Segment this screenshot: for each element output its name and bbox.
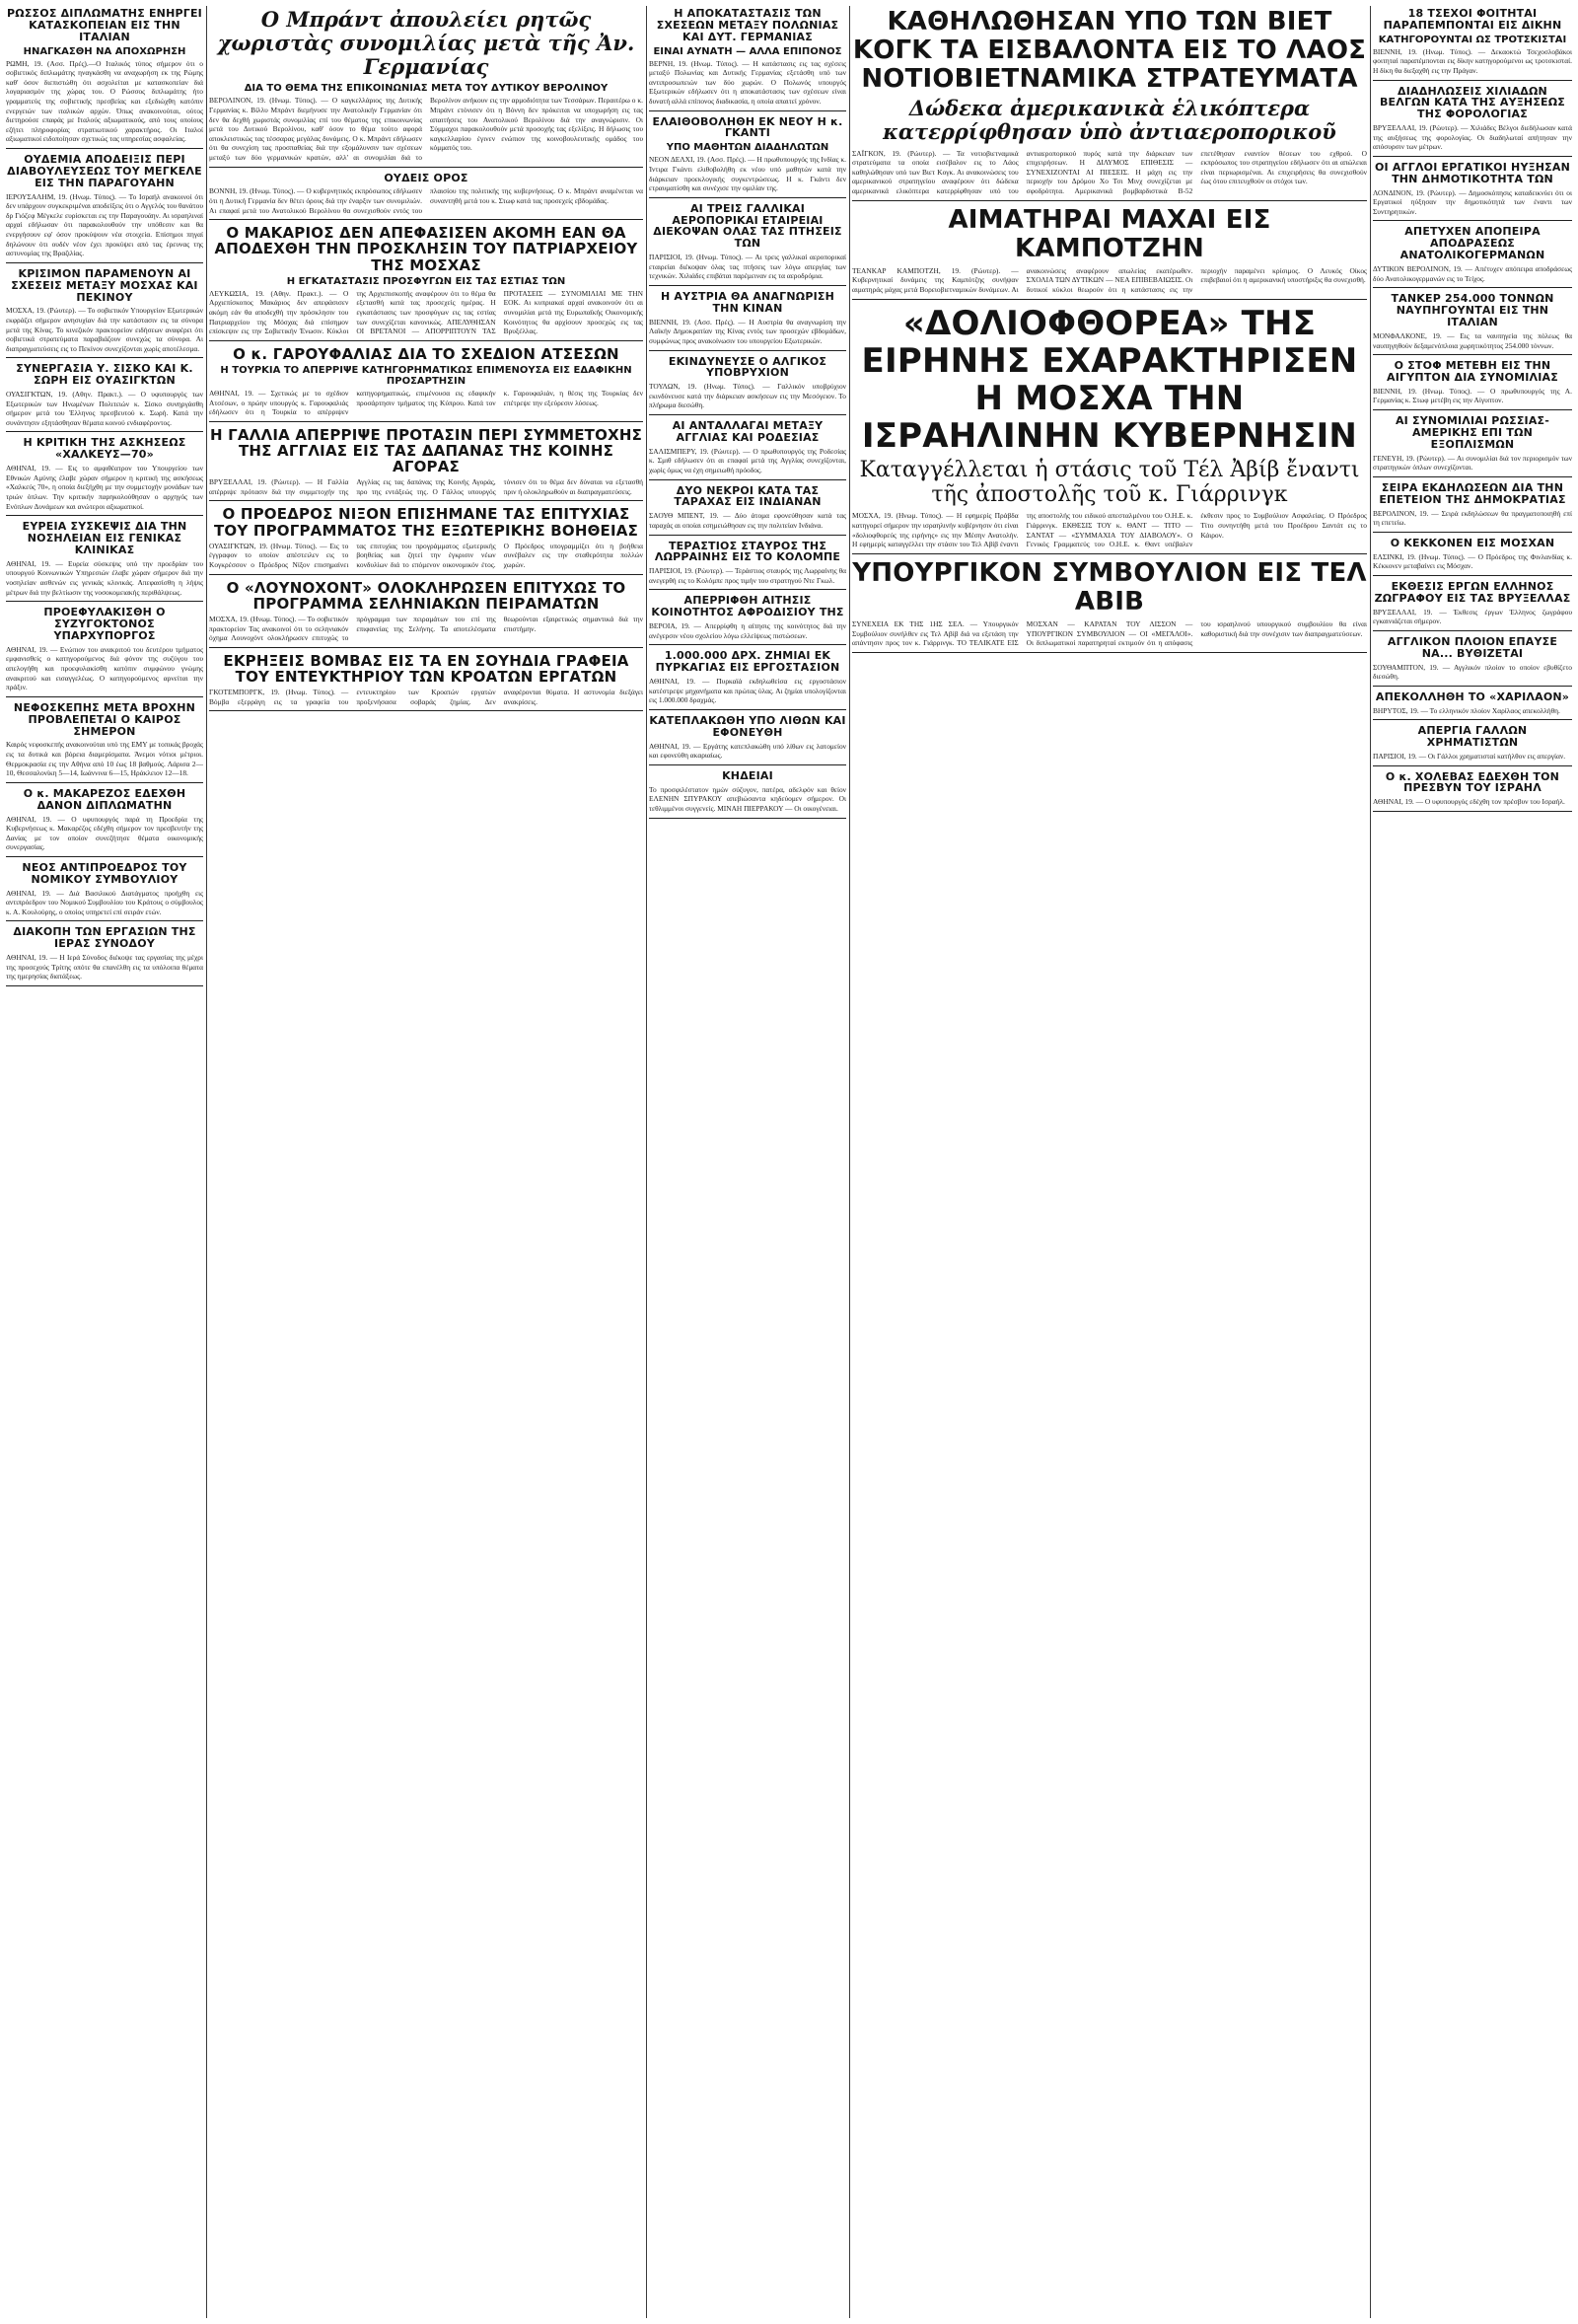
- column-rule: [646, 6, 647, 2318]
- headline: ΤΕΡΑΣΤΙΟΣ ΣΤΑΥΡΟΣ ΤΗΣ ΛΩΡΡΑΙΝΗΣ ΕΙΣ ΤΟ ΚΟΛΟΜΠΕ: [654, 539, 841, 564]
- headline: Ο Μπράντ ἀπουλείει ρητῶς χωριστὰς συνομιλίας μετὰ τῆς Ἀν. Γερμανίας: [217, 8, 635, 80]
- article-body: ΤΟΥΛΩΝ, 19. (Ηνωμ. Τύπος). — Γαλλικόν υποβρύχιον εκινδύνευσε κατά την διάρκειαν ασκήσεων εις την Μεσόγειον. Το πλήρωμα διεσώθη.: [649, 382, 846, 410]
- headline: Ο ΣΤΟΦ ΜΕΤΕΒΗ ΕΙΣ ΤΗΝ ΑΙΓΥΠΤΟΝ ΔΙΑ ΣΥΝΟΜΙΛΙΑΣ: [1387, 359, 1558, 384]
- article-body: ΣΑΪΓΚΟΝ, 19. (Ρώυτερ). — Τα νοτιοβιετναμικά στρατεύματα τα οποία εισέβαλον εις το Λάος καθηλώθησαν υπό των Βιετ Κογκ. Αι ανακοινώσεις του αμερικανικού στρατηγείου αναφέρουν ότι δώδεκα αμερικανικά ελικόπτερα κατερρίφθησαν υπό του αντιαεροπορικού πυρός κατά την διάρκειαν των επιχειρήσεων. Η ΔΙΛΥΜΟΣ ΕΠΙΘΕΣΙΣ — ΣΥΝΕΧΙΖΟΝΤΑΙ ΑΙ ΠΙΕΣΕΙΣ. Η μάχη εις την περιοχήν του Δρόμου Χο Τσι Μινχ συνεχίζεται με σφοδρότητα. Αμερικανικά βομβαρδιστικά Β-52 επετέθησαν εναντίον θέσεων του εχθρού. Ο εκπρόσωπος του στρατηγείου εδήλωσεν ότι αι απώλειαι είναι περιωρισμέναι. Αι επιχειρήσεις θα συνεχισθούν έως ότου επιτευχθούν οι στόχοι των.: [852, 148, 1367, 195]
- article-body: ΛΟΝΔΙΝΟΝ, 19. (Ρώυτερ). — Δημοσκόπησις καταδεικνύει ότι οι Εργατικοί ηύξησαν την δημοτικότητά των έναντι των Συντηρητικών.: [1373, 187, 1572, 216]
- article: [1373, 162, 1572, 222]
- article-body: ΣΥΝΕΧΕΙΑ ΕΚ ΤΗΣ 1ΗΣ ΣΕΛ. — Υπουργικόν Συμβούλιον συνήλθεν εις Τελ Αβίβ διά να εξετάση την απάντησιν προς τον κ. Γιάρρινγκ. ΤΟ ΤΕΛΙΚΑΤΕ ΕΙΣ ΜΟΣΧΑΝ — ΚΑΡΑΤΑΝ ΤΟΥ ΛΙΣΣΟΝ — ΥΠΟΥΡΓΙΚΟΝ ΣΥΜΒΟΥΛΙΟΝ — ΟΙ «ΜΕΓΑΛΟΙ». Οι διπλωματικοί παρατηρηταί εκτιμούν ότι η απόφασις του ισραηλινού υπουργικού συμβουλίου θα είναι καθοριστική διά την συνέχισιν των διαπραγματεύσεων.: [852, 619, 1367, 648]
- column-rule: [206, 6, 207, 2318]
- article: [649, 116, 846, 198]
- article: [209, 225, 643, 341]
- headline: ΑΙ ΣΥΝΟΜΙΛΙΑΙ ΡΩΣΣΙΑΣ-ΑΜΕΡΙΚΗΣ ΕΠΙ ΤΩΝ ΕΞΟΠΛΙΣΜΩΝ: [1395, 414, 1550, 451]
- headline: ΚΑΘΗΛΩΘΗΣΑΝ ΥΠΟ ΤΩΝ ΒΙΕΤ ΚΟΓΚ ΤΑ ΕΙΣΒΑΛΟΝΤΑ ΕΙΣ ΤΟ ΛΑΟΣ ΝΟΤΙΟΒΙΕΤΝΑΜΙΚΑ ΣΤΡΑΤΕΥΜΑΤΑ: [852, 8, 1367, 95]
- article: [6, 607, 203, 697]
- article-body: ΟΥΑΣΙΓΚΤΩΝ, 19. (Ηνωμ. Τύπος). — Εις το έγγραφον το οποίον απέστειλεν εις το Κογκρέσσον ο Πρόεδρος Νίξον επισημαίνει τας επιτυχίας του προγράμματος εξωτερικής βοηθείας και ζητεί την έγκρισιν νέων κονδυλίων διά το επόμενον οικονομικόν έτος. Ο Πρόεδρος υπογραμμίζει ότι η βοήθεια συνέβαλεν εις την σταθερότητα πολλών χωρών.: [209, 541, 643, 570]
- article: [649, 715, 846, 765]
- article: [1373, 725, 1572, 765]
- headline: ΟΥΔΕΜΙΑ ΑΠΟΔΕΙΞΙΣ ΠΕΡΙ ΔΙΑΒΟΥΛΕΥΣΕΩΣ ΤΟΥ ΜΕΓΚΕΛΕ ΕΙΣ ΤΗΝ ΠΑΡΑΓΟΥΑΗΝ: [7, 152, 202, 189]
- headline: ΚΗΔΕΙΑΙ: [722, 768, 773, 782]
- article: [1373, 636, 1572, 687]
- article-body: ΒΙΕΝΝΗ, 19. (Ηνωμ. Τύπος). — Ο πρωθυπουργός της Α. Γερμανίας κ. Στωφ μετέβη εις την Αίγυπτον.: [1373, 386, 1572, 405]
- subheadline: Καταγγέλλεται ἡ στάσις τοῦ Τέλ Ἀβίβ ἔναντι τῆς ἀποστολῆς τοῦ κ. Γιάρρινγκ: [859, 457, 1360, 508]
- article-body: ΒΟΝΝΗ, 19. (Ηνωμ. Τύπος). — Ο κυβερνητικός εκπρόσωπος εδήλωσεν ότι η Δυτική Γερμανία δεν θέτει όρους διά την έναρξιν των συνομιλιών. Αι επαφαί μετά του Ανατολικού Βερολίνου θα συνεχισθούν εντός του πλαισίου της πολιτικής της κυβερνήσεως. Ο κ. Μπράντ αναμένεται να συναντηθή μετά του κ. Στωφ κατά τας προσεχείς εβδομάδας.: [209, 186, 643, 215]
- article-body: ΡΩΜΗ, 19. (Ασσ. Πρές).—Ο Ιταλικός τύπος σήμερον ότι ο σοβιετικός διπλωμάτης ηναγκάσθη να αναχωρήση εκ της Ρώμης καθ' όσον διεπιστώθη ότι ασχολείται με κατασκοπείαν διά λογαριασμόν της χώρας του. Ο Ρώσσος διπλωμάτης ήτο γραμματεύς της σοβιετικής πρεσβείας και εξεδιώχθη κατόπιν ενεργειών των ιταλικών αρχών. Όπως ανακοινούται, ούτος διετηρούσε επαφάς με Ιταλούς αξιωματικούς, από τους οποίους εζήτει πληροφορίας στρατιωτικού χαρακτήρος. Οι Ιταλοί αξιωματικοί ειδοποίησαν σχετικώς τας υπηρεσίας ασφαλείας.: [6, 58, 203, 144]
- article: [209, 427, 643, 502]
- column-1: [6, 8, 203, 2316]
- article: [649, 485, 846, 536]
- headline: ΚΑΤΕΠΛΑΚΩΘΗ ΥΠΟ ΛΙΘΩΝ ΚΑΙ ΕΦΟΝΕΥΘΗ: [649, 713, 846, 739]
- headline: ΑΠΕΚΟΛΛΗΘΗ ΤΟ «ΧΑΡΙΛΑΟΝ»: [1375, 690, 1570, 703]
- article: [209, 506, 643, 574]
- article: [649, 420, 846, 480]
- article: [852, 206, 1367, 300]
- article-body: ΜΟΣΧΑ, 19. (Ρώυτερ). — Το σοβιετικόν Υπουργείον Εξωτερικών εκφράζει σήμερον ανησυχίαν διά την κατάστασιν εις τα σύνορα μετά της Κίνας. Το κινεζικόν πρακτορείον ειδήσεων αναφέρει ότι σοβιετικά στρατεύματα παραβιάζουν συνεχώς τα σύνορα. Αι διαπραγματεύσεις εις το Πεκίνον συνεχίζονται χωρίς αποτέλεσμα.: [6, 306, 203, 353]
- headline: 18 ΤΣΕΧΟΙ ΦΟΙΤΗΤΑΙ ΠΑΡΑΠΕΜΠΟΝΤΑΙ ΕΙΣ ΔΙΚΗΝ: [1383, 8, 1562, 32]
- headline: ΕΚΘΕΣΙΣ ΕΡΓΩΝ ΕΛΛΗΝΟΣ ΖΩΓΡΑΦΟΥ ΕΙΣ ΤΑΣ ΒΡΥΞΕΛΛΑΣ: [1374, 579, 1571, 605]
- headline: Ο «ΛΟΥΝΟΧΟΝΤ» ΟΛΟΚΛΗΡΩΣΕΝ ΕΠΙΤΥΧΩΣ ΤΟ ΠΡΟΓΡΑΜΜΑ ΣΕΛΗΝΙΑΚΩΝ ΠΕΙΡΑΜΑΤΩΝ: [226, 578, 626, 613]
- article: [1373, 360, 1572, 410]
- article-body: ΠΑΡΙΣΙΟΙ, 19. (Ηνωμ. Τύπος). — Αι τρεις γαλλικαί αεροπορικαί εταιρείαι διέκοψαν όλας τας πτήσεις των λόγω απεργίας των τεχνικών. Χιλιάδες επιβάται παρέμειναν εις τα αεροδρόμια.: [649, 253, 846, 281]
- article: [1373, 8, 1572, 81]
- headline: ΕΚΡΗΞΕΙΣ ΒΟΜΒΑΣ ΕΙΣ ΤΑ ΕΝ ΣΟΥΗΔΙΑ ΓΡΑΦΕΙΑ ΤΟΥ ΕΝΤΕΥΚΤΗΡΙΟΥ ΤΩΝ ΚΡΟΑΤΩΝ ΕΡΓΑΤΩΝ: [223, 651, 629, 686]
- article: [852, 8, 1367, 201]
- article-body: ΑΘΗΝΑΙ, 19. — Εις το αμφιθέατρον του Υπουργείου των Εθνικών Αμύνης έλαβε χώραν σήμερον η κριτική της ασκήσεως «Χαλκεύς 70», η οποία διεξήχθη με την συμμετοχήν μονάδων των τριών όπλων. Την κριτικήν παρηκολούθησαν ο αρχηγός των Ενόπλων Δυνάμεων και ανώτεροι αξιωματικοί.: [6, 464, 203, 511]
- article-body: ΠΑΡΙΣΙΟΙ, 19. (Ρώυτερ). — Τεράστιος σταυρός της Λωρραίνης θα ανεγερθή εις το Κολόμπε προς τιμήν του στρατηγού Ντε Γκωλ.: [649, 566, 846, 585]
- article-body: ΠΑΡΙΣΙΟΙ, 19. — Οι Γάλλοι χρηματισταί κατήλθον εις απεργίαν.: [1373, 751, 1566, 761]
- subheadline: ΔΙΑ ΤΟ ΘΕΜΑ ΤΗΣ ΕΠΙΚΟΙΝΩΝΙΑΣ ΜΕΤΑ ΤΟΥ ΔΥΤΙΚΟΥ ΒΕΡΟΛΙΝΟΥ: [244, 83, 609, 95]
- article: [852, 305, 1367, 554]
- headline: ΟΙ ΑΓΓΛΟΙ ΕΡΓΑΤΙΚΟΙ ΗΥΞΗΣΑΝ ΤΗΝ ΔΗΜΟΤΙΚΟΤΗΤΑ ΤΩΝ: [1374, 160, 1571, 185]
- column-2: [209, 8, 643, 2316]
- headline: Ο ΜΑΚΑΡΙΟΣ ΔΕΝ ΑΠΕΦΑΣΙΣΕΝ ΑΚΟΜΗ ΕΑΝ ΘΑ ΑΠΟΔΕΧΘΗ ΤΗΝ ΠΡΟΣΚΛΗΣΙΝ ΤΟΥ ΠΑΤΡΙΑΡΧΕΙΟΥ ΤΗΣ ΜΟΣΧΑΣ: [214, 224, 638, 274]
- headline: ΑΙΜΑΤΗΡΑΙ ΜΑΧΑΙ ΕΙΣ ΚΑΜΠΟΤΖΗΝ: [948, 204, 1271, 263]
- article-body: ΒΕΡΟΙΑ, 19. — Απερρίφθη η αίτησις της κοινότητος διά την ανέγερσιν νέου σχολείου λόγω ελλείψεως πιστώσεων.: [649, 621, 846, 640]
- headline: ΑΠΕΡΡΙΦΘΗ ΑΙΤΗΣΙΣ ΚΟΙΝΟΤΗΤΟΣ ΑΦΡΟΔΙΣΙΟΥ ΤΗΣ: [651, 594, 844, 619]
- article: [209, 580, 643, 648]
- article: [209, 346, 643, 422]
- subheadline: ΥΠΟ ΜΑΘΗΤΩΝ ΔΙΑΔΗΛΩΤΩΝ: [666, 142, 829, 154]
- article-body: ΒΕΡΟΛΙΝΟΝ, 19. — Σειρά εκδηλώσεων θα πραγματοποιηθή επί τη επετείω.: [1373, 508, 1572, 528]
- headline: 1.000.000 ΔΡΧ. ΖΗΜΙΑΙ ΕΚ ΠΥΡΚΑΓΙΑΣ ΕΙΣ ΕΡΓΟΣΤΑΣΙΟΝ: [655, 649, 840, 675]
- column-3: [649, 8, 846, 2316]
- article: [1373, 581, 1572, 631]
- headline: ΔΥΟ ΝΕΚΡΟΙ ΚΑΤΑ ΤΑΣ ΤΑΡΑΧΑΣ ΕΙΣ ΙΝΔΙΑΝΑΝ: [674, 483, 822, 509]
- article-body: ΒΕΡΟΛΙΝΟΝ, 19. (Ηνωμ. Τύπος). — Ο καγκελλάριος της Δυτικής Γερμανίας κ. Βίλλυ Μπράντ διεμήνυσε την Ανατολικήν Γερμανίαν ότι δεν θα δεχθή χωριστάς συνομιλίας επί του θέματος της επικοινωνίας μετά του Δυτικού Βερολίνου, καθ' όσον το θέμα τούτο αφορά αποκλειστικώς τας τέσσαρας μεγάλας δυνάμεις. Ο κ. Μπράντ εδήλωσεν ότι θα συνεχίση τας προσπαθείας διά την εξομάλυνσιν των σχέσεων μεταξύ των δύο γερμανικών κρατών, αλλ' αι συνομιλίαι διά το Βερολίνον ανήκουν εις την αρμοδιότητα των Τεσσάρων. Περαιτέρω ο κ. Μπράντ ετόνισεν ότι η Βόννη δεν πρόκειται να υποχωρήση εις τας απαιτήσεις του Ανατολικού Βερολίνου διά την αναγνώρισιν. Οι Σύμμαχοι παρακολουθούν μετά προσοχής τας εξελίξεις. Η δήλωσις του καγκελλαρίου έγινεν ενώπιον της κοινοβουλευτικής ομάδος του κόμματός του.: [209, 96, 643, 162]
- headline: Η ΓΑΛΛΙΑ ΑΠΕΡΡΙΨΕ ΠΡΟΤΑΣΙΝ ΠΕΡΙ ΣΥΜΜΕΤΟΧΗΣ ΤΗΣ ΑΓΓΛΙΑΣ ΕΙΣ ΤΑΣ ΔΑΠΑΝΑΣ ΤΗΣ ΚΟΙΝΗΣ ΑΓΟΡΑΣ: [209, 425, 643, 476]
- article-body: Το προσφιλέστατον ημών σύζυγον, πατέρα, αδελφόν και θείον ΕΛΕΝΗΝ ΣΠΥΡΑΚΟΥ απεβιώσαντα κηδεύομεν σήμερον. Οι τεθλιμμένοι συγγενείς. ΜΙΝΑΗ ΠΙΕΡΡΑΚΟΥ — Οι οικογένειαι.: [649, 784, 846, 813]
- headline: Η ΚΡΙΤΙΚΗ ΤΗΣ ΑΣΚΗΣΕΩΣ «ΧΑΛΚΕΥΣ—70»: [23, 436, 186, 462]
- subheadline: ΕΙΝΑΙ ΑΥΝΑΤΗ — ΑΛΛΑ ΕΠΙΠΟΝΟΣ: [653, 45, 842, 57]
- article-body: ΝΕΟΝ ΔΕΛΧΙ, 19. (Ασσ. Πρές). — Η πρωθυπουργός της Ινδίας κ. Ίντιρα Γκάντι ελιθοβολήθη εκ νέου υπό μαθητών κατά την διάρκειαν προεκλογικής συγκεντρώσεως. Η κ. Γκάντι δεν ετραυματίσθη και συνέχισε την ομιλίαν της.: [649, 155, 846, 193]
- column-rule: [1370, 6, 1371, 2318]
- article-body: ΑΘΗΝΑΙ, 19. — Ο υφυπουργός παρά τη Προεδρία της Κυβερνήσεως κ. Μακαρέζος εδέχθη σήμερον τον πρεσβευτήν της Δανίας με τον οποίον συνεζήτησε θέματα οικονομικής συνεργασίας.: [6, 814, 203, 852]
- article-body: ΓΚΟΤΕΜΠΟΡΓΚ, 19. (Ηνωμ. Τύπος). — Βόμβα εξερράγη εις τα γραφεία του εντευκτηρίου των Κροατών εργατών προξενήσασα σοβαράς ζημίας. Δεν αναφέρονται θύματα. Η αστυνομία διεξάγει ανακρίσεις.: [209, 688, 643, 706]
- headline: ΥΠΟΥΡΓΙΚΟΝ ΣΥΜΒΟΥΛΙΟΝ ΕΙΣ ΤΕΛ ΑΒΙΒ: [852, 557, 1367, 617]
- column-rule: [849, 6, 850, 2318]
- article: [1373, 691, 1572, 720]
- article-body: ΑΘΗΝΑΙ, 19. — Σχετικώς με το σχέδιον Ατσέσων, ο πρώην υπουργός κ. Γαρουφαλιάς εδήλωσεν ότι η Τουρκία το απέρριψεν κατηγορηματικώς, επιμένουσα εις εδαφικήν προσάρτησιν τμήματος της Κύπρου. Κατά τον κ. Γαρουφαλιάν, η θέσις της Τουρκίας δεν επέτρεψε την εξεύρεσιν λύσεως.: [209, 388, 643, 417]
- article: [6, 702, 203, 783]
- article-body: ΒΡΥΞΕΛΛΑΙ, 19. (Ρώυτερ). — Η Γαλλία απέρριψε πρότασιν διά την συμμετοχήν της Αγγλίας εις τας δαπάνας της Κοινής Αγοράς, προ της εντάξεώς της. Ο Γάλλος υπουργός τόνισεν ότι το θέμα δεν δύναται να εξετασθή πριν ή ολοκληρωθούν αι διαπραγματεύσεις.: [209, 477, 643, 496]
- headline: ΡΩΣΣΟΣ ΔΙΠΛΩΜΑΤΗΣ ΕΝΗΡΓΕΙ ΚΑΤΑΣΚΟΠΕΙΑΝ ΕΙΣ ΤΗΝ ΙΤΑΛΙΑΝ: [7, 8, 202, 43]
- headline: ΔΙΑΚΟΠΗ ΤΩΝ ΕΡΓΑΣΙΩΝ ΤΗΣ ΙΕΡΑΣ ΣΥΝΟΔΟΥ: [13, 925, 196, 951]
- article: [649, 8, 846, 111]
- article: [1373, 771, 1572, 812]
- article: [6, 788, 203, 857]
- article: [649, 595, 846, 645]
- article-body: ΕΛΣΙΝΚΙ, 19. (Ηνωμ. Τύπος). — Ο Πρόεδρος της Φινλανδίας κ. Κέκκονεν μεταβαίνει εις Μόσχαν.: [1373, 551, 1572, 571]
- article: [1373, 293, 1572, 355]
- article-body: Καιρός νεφοσκεπής ανακοινούται υπό της ΕΜΥ με τοπικάς βροχάς εις τα δυτικά και βόρεια διαμερίσματα. Άνεμοι νότιοι μέτριοι. Θερμοκρασία εις την Αθήνα από 10 έως 18 βαθμούς. Λάρισα 2—10, Θεσσαλονίκη 5—14, Ιωάννινα 6—15, Ηράκλειον 12—18.: [6, 740, 203, 778]
- article: [209, 653, 643, 712]
- article: [1373, 482, 1572, 533]
- article: [209, 173, 643, 221]
- article-body: ΒΡΥΞΕΛΛΑΙ, 19. (Ρώυτερ). — Χιλιάδες Βέλγοι διεδήλωσαν κατά της αυξήσεως της φορολογίας. Οι διαδηλωταί απήτησαν την απόσυρσιν των μέτρων.: [1373, 123, 1572, 152]
- headline: ΑΠΕΤΥΧΕΝ ΑΠΟΠΕΙΡΑ ΑΠΟΔΡΑΣΕΩΣ ΑΝΑΤΟΛΙΚΟΓΕΡΜΑΝΩΝ: [1399, 225, 1545, 262]
- article-body: ΑΘΗΝΑΙ, 19. — Διά Βασιλικού Διατάγματος προήχθη εις αντιπρόεδρον του Νομικού Συμβουλίου του Κράτους ο σύμβουλος κ. Α. Κουλούρης, ο οποίος υπηρετεί επί σειράν ετών.: [6, 888, 203, 916]
- article: [649, 541, 846, 591]
- headline: ΔΙΑΔΗΛΩΣΕΙΣ ΧΙΛΙΑΔΩΝ ΒΕΛΓΩΝ ΚΑΤΑ ΤΗΣ ΑΥΞΗΣΕΩΣ ΤΗΣ ΦΟΡΟΛΟΓΙΑΣ: [1379, 84, 1566, 121]
- headline: Η ΑΥΣΤΡΙΑ ΘΑ ΑΝΑΓΝΩΡΙΣΗ ΤΗΝ ΚΙΝΑΝ: [661, 290, 834, 315]
- article: [209, 8, 643, 168]
- article: [6, 926, 203, 986]
- article: [1373, 538, 1572, 576]
- article: [6, 8, 203, 149]
- headline: Ο κ. ΜΑΚΑΡΕΖΟΣ ΕΔΕΧΘΗ ΔΑΝΟΝ ΔΙΠΛΩΜΑΤΗΝ: [23, 786, 186, 812]
- article-body: ΑΘΗΝΑΙ, 19. — Ενώπιον του ανακριτού του δευτέρου τμήματος εμφανισθείς ο κατηγορούμενος διά φόνον της συζύγου του απελογήθη και προεφυλακίσθη κατόπιν συμφώνου γνώμης ανακριτού και εισαγγελέως. Ο κατηγορούμενος αρνείται την πράξιν.: [6, 644, 203, 692]
- headline: «ΔΟΛΙΟΦΘΟΡΕΑ» ΤΗΣ ΕΙΡΗΝΗΣ ΕΧΑΡΑΚΤΗΡΙΣΕΝ Η ΜΟΣΧΑ ΤΗΝ ΙΣΡΑΗΛΙΝΗΝ ΚΥΒΕΡΝΗΣΙΝ: [861, 303, 1358, 456]
- article: [649, 356, 846, 416]
- article-body: ΒΗΡΥΤΟΣ, 19. — Το ελληνικόν πλοίον Χαρίλαος απεκολλήθη.: [1373, 705, 1560, 715]
- headline: ΕΛΑΙΘΟΒΟΛΗΘΗ ΕΚ ΝΕΟΥ Η κ. ΓΚΑΝΤΙ: [652, 114, 843, 140]
- article-body: ΙΕΡΟΥΣΑΛΗΜ, 19. (Ηνωμ. Τύπος). — Το Ισραήλ ανακοινοί ότι δεν υπάρχουν συγκεκριμέναι αποδείξεις ότι ο Αγγελός του θανάτου δρ Γιόζεφ Μέγκελε ευρίσκεται εις την Παραγουάην. Αι ισραηλιναί αρχαί εδήλωσαν ότι παρακολουθούν την υπόθεσιν και θα ενεργήσουν εφ' όσον προκύψουν νέα στοιχεία. Επίσημοι πηγαί δηλώνουν ότι ουδέν νέον έχει προκύψει από τας έρευνας της αστυνομίας της Βραζιλίας.: [6, 191, 203, 258]
- headline: ΚΡΙΣΙΜΟΝ ΠΑΡΑΜΕΝΟΥΝ ΑΙ ΣΧΕΣΕΙΣ ΜΕΤΑΞΥ ΜΟΣΧΑΣ ΚΑΙ ΠΕΚΙΝΟΥ: [11, 266, 198, 304]
- article-body: ΔΥΤΙΚΟΝ ΒΕΡΟΛΙΝΟΝ, 19. — Απέτυχεν απόπειρα αποδράσεως δύο Ανατολικογερμανών εις το Τείχος.: [1373, 264, 1572, 283]
- headline: Ο κ. ΧΟΛΕΒΑΣ ΕΔΕΧΘΗ ΤΟΝ ΠΡΕΣΒΥΝ ΤΟΥ ΙΣΡΑΗΛ: [1385, 769, 1560, 795]
- article: [649, 650, 846, 710]
- article: [649, 770, 846, 819]
- article: [852, 559, 1367, 653]
- subheadline: ΚΑΤΗΓΟΡΟΥΝΤΑΙ ΩΣ ΤΡΟΤΣΚΙΣΤΑΙ: [1378, 34, 1567, 45]
- article-body: ΜΟΣΧΑ, 19. (Ηνωμ. Τύπος). — Η εφημερίς Πράβδα κατηγορεί σήμερον την ισραηλινήν κυβέρνησιν ότι είναι «δολιοφθορεύς της ειρήνης» εις την Μέσην Ανατολήν. Η εφημερίς καταγγέλλει την στάσιν του Τελ Αβίβ έναντι της αποστολής του ειδικού απεσταλμένου του Ο.Η.Ε. κ. Γιάρρινγκ. ΕΚΘΕΣΙΣ ΤΟΥ κ. ΘΑΝΤ — ΤΙΤΟ — ΣΑΝΤΑΤ — «ΣΥΜΜΑΧΙΑ ΤΟΥ ΔΙΑΒΟΛΟΥ». Ο Γενικός Γραμματεύς του Ο.Η.Ε. κ. Θαντ υπέβαλεν έκθεσιν προς το Συμβούλιον Ασφαλείας. Ο Πρόεδρος Τίτο συνηντήθη μετά του Προέδρου Σαντάτ εις το Κάιρον.: [852, 511, 1367, 549]
- article: [6, 862, 203, 922]
- article-body: ΟΥΑΣΙΓΚΤΩΝ, 19. (Αθην. Πρακτ.). — Ο υφυπουργός των Εξωτερικών των Ηνωμένων Πολιτειών κ. Σίσκο συνηργάσθη σήμερον μετά του Έλληνος πρεσβευτού κ. Σωρή. Κατά την συνάντησιν εξητάσθησαν θέματα κοινού ενδιαφέροντος.: [6, 390, 203, 427]
- article: [6, 154, 203, 263]
- article: [6, 268, 203, 359]
- article-body: ΜΟΣΧΑ, 19. (Ηνωμ. Τύπος). — Το σοβιετικόν πρακτορείον Τας ανακοινοί ότι το σεληνιακόν όχημα Λουνοχόντ ολοκλήρωσεν επιτυχώς το πρόγραμμα των πειραμάτων του επί της επιφανείας της Σελήνης. Τα αποτελέσματα θεωρούνται εξαιρετικώς σημαντικά διά την επιστήμην.: [209, 615, 643, 643]
- article-body: ΣΑΛΙΣΜΠΕΡΥ, 19. (Ρώυτερ). — Ο πρωθυπουργός της Ροδεσίας κ. Σμιθ εδήλωσεν ότι αι επαφαί μετά της Αγγλίας συνεχίζονται, χωρίς όμως να έχη σημειωθή πρόοδος.: [649, 446, 846, 474]
- subheadline: Η ΕΓΚΑΤΑΣΤΑΣΙΣ ΠΡΟΣΦΥΓΩΝ ΕΙΣ ΤΑΣ ΕΣΤΙΑΣ ΤΩΝ: [286, 275, 566, 287]
- headline: ΑΠΕΡΓΙΑ ΓΑΛΛΩΝ ΧΡΗΜΑΤΙΣΤΩΝ: [1417, 724, 1528, 750]
- article: [6, 363, 203, 432]
- article-body: ΑΘΗΝΑΙ, 19. — Ευρεία σύσκεψις υπό την προεδρίαν του υπουργού Κοινωνικών Υπηρεσιών έλαβε χώραν σήμερον διά την νοσηλείαν ασθενών εις γενικάς κλινικάς. Απεφασίσθη η λήψις μέτρων διά την βελτίωσιν της νοσοκομειακής περιθάλψεως.: [6, 558, 203, 597]
- article-body: ΒΙΕΝΝΗ, 19. (Ασσ. Πρές). — Η Αυστρία θα αναγνωρίση την Λαϊκήν Δημοκρατίαν της Κίνας εντός των προσεχών εβδομάδων, συμφώνως προς ανακοίνωσιν του υπουργείου Εξωτερικών.: [649, 317, 846, 345]
- column-5: [1373, 8, 1572, 2316]
- headline: Ο ΠΡΟΕΔΡΟΣ ΝΙΞΟΝ ΕΠΙΣΗΜΑΝΕ ΤΑΣ ΕΠΙΤΥΧΙΑΣ ΤΟΥ ΠΡΟΓΡΑΜΜΑΤΟΣ ΤΗΣ ΕΞΩΤΕΡΙΚΗΣ ΒΟΗΘΕΙΑΣ: [213, 505, 639, 540]
- headline: ΤΑΝΚΕΡ 254.000 ΤΟΝΝΩΝ ΝΑΥΠΗΓΟΥΝΤΑΙ ΕΙΣ ΤΗΝ ΙΤΑΛΙΑΝ: [1391, 292, 1554, 329]
- article-body: ΑΘΗΝΑΙ, 19. — Ο υφυπουργός εδέχθη τον πρέσβυν του Ισραήλ.: [1373, 797, 1565, 807]
- subheadline: ΗΝΑΓΚΑΣΘΗ ΝΑ ΑΠΟΧΩΡΗΣΗ: [23, 45, 186, 57]
- article-body: ΒΙΕΝΝΗ, 19. (Ηνωμ. Τύπος). — Δεκαοκτώ Τσεχοσλοβάκοι φοιτηταί παραπέμπονται εις δίκην κατηγορούμενοι ως τροτσκισταί. Η δίκη θα διεξαχθή εις την Πράγαν.: [1373, 46, 1572, 75]
- article-body: ΛΕΥΚΩΣΙΑ, 19. (Αθην. Πρακτ.). — Ο Αρχιεπίσκοπος Μακάριος δεν απεφάσισεν ακόμη εάν θα αποδεχθή την πρόσκλησιν του Πατριαρχείου της Μόσχας διά επίσημον επίσκεψιν εις την Σοβιετικήν Ένωσιν. Κύκλοι της Αρχιεπισκοπής αναφέρουν ότι το θέμα θα εξετασθή κατά τας προσεχείς ημέρας. Η εγκατάστασις των προσφύγων εις τας εστίας των συνεχίζεται κανονικώς. ΑΠΕΛΥΘΗΣΑΝ ΟΙ ΒΡΕΤΑΝΟΙ — ΑΠΟΡΡΙΠΤΟΥΝ ΤΑΣ ΠΡΟΤΑΣΕΙΣ — ΣΥΝΟΜΙΛΙΑΙ ΜΕ ΤΗΝ ΕΟΚ. Αι κυπριακαί αρχαί ανακοινούν ότι αι συνομιλίαι μετά της Ευρωπαϊκής Οικονομικής Κοινότητος θα αρχίσουν προσεχώς εις τας Βρυξέλλας.: [209, 288, 643, 336]
- headline: ΑΓΓΛΙΚΟΝ ΠΛΟΙΟΝ ΕΠΑΥΣΕ ΝΑ... ΒΥΘΙΖΕΤΑΙ: [1387, 634, 1558, 660]
- headline: ΑΙ ΑΝΤΑΛΛΑΓΑΙ ΜΕΤΑΞΥ ΑΓΓΛΙΑΣ ΚΑΙ ΡΟΔΕΣΙΑΣ: [672, 419, 824, 444]
- article-body: ΤΕΑΝΚΑΡ ΚΑΜΠΟΤΖΗ, 19. (Ρώυτερ). — Κυβερνητικαί δυνάμεις της Καμπότζης συνήψαν αιματηράς μάχας μετά Βορειοβιετναμικών δυνάμεων. Αι ανακοινώσεις αναφέρουν απωλείας εκατέρωθεν. ΣΧΟΛΙΑ ΤΩΝ ΔΥΤΙΚΩΝ — ΝΕΑ ΕΠΙΒΕΒΑΙΩΣΙΣ. Οι δυτικοί κύκλοι θεωρούν ότι η κατάστασις εις την περιοχήν παραμένει κρίσιμος. Ο Λευκός Οίκος επιβεβαιοί ότι η αμερικανική υποστήριξις θα συνεχισθή.: [852, 265, 1367, 294]
- article-body: ΑΘΗΝΑΙ, 19. — Εργάτης κατεπλακώθη υπό λίθων εις λατομείον και εφονεύθη ακαριαίως.: [649, 741, 846, 761]
- article: [649, 203, 846, 286]
- headline: Ο ΚΕΚΚΟΝΕΝ ΕΙΣ ΜΟΣΧΑΝ: [1390, 536, 1555, 549]
- headline: ΕΚΙΝΔΥΝΕΥΣΕ Ο ΑΛΓΙΚΟΣ ΥΠΟΒΡΥΧΙΟΝ: [668, 354, 827, 380]
- article-body: ΑΘΗΝΑΙ, 19. — Πυρκαϊά εκδηλωθείσα εις εργοστάσιον κατέστρεψε μηχανήματα και πρώτας ύλας. Αι ζημίαι υπολογίζονται εις 1.000.000 δραχμάς.: [649, 677, 846, 705]
- article: [1373, 226, 1572, 288]
- headline: ΣΥΝΕΡΓΑΣΙΑ Υ. ΣΙΣΚΟ ΚΑΙ Κ. ΣΩΡΗ ΕΙΣ ΟΥΑΣΙΓΚΤΩΝ: [16, 362, 193, 388]
- article-body: ΑΘΗΝΑΙ, 19. — Η Ιερά Σύνοδος διέκοψε τας εργασίας της μέχρι της προσεχούς Τρίτης οπότε θα επανέλθη εις τα υπόλοιπα θέματα της ημερησίας διατάξεως.: [6, 953, 203, 981]
- headline: ΕΥΡΕΙΑ ΣΥΣΚΕΨΙΣ ΔΙΑ ΤΗΝ ΝΟΣΗΛΕΙΑΝ ΕΙΣ ΓΕΝΙΚΑΣ ΚΛΙΝΙΚΑΣ: [22, 520, 187, 556]
- article-body: ΒΕΡΝΗ, 19. (Ηνωμ. Τύπος). — Η κατάστασις εις τας σχέσεις μεταξύ Πολωνίας και Δυτικής Γερμανίας εξετάσθη υπό των αντιπροσωπειών των δύο χωρών. Ο Πολωνός υπουργός Εξωτερικών εδήλωσεν ότι η αποκατάστασις των σχέσεων είναι δυνατή αλλά επίπονος διαδικασία, η οποία απαιτεί χρόνον.: [649, 58, 846, 106]
- headline: Η ΑΠΟΚΑΤΑΣΤΑΣΙΣ ΤΩΝ ΣΧΕΣΕΩΝ ΜΕΤΑΞΥ ΠΟΛΩΝΙΑΣ ΚΑΙ ΔΥΤ. ΓΕΡΜΑΝΙΑΣ: [656, 8, 839, 43]
- article-body: ΣΟΥΘΑΜΠΤΟΝ, 19. — Αγγλικόν πλοίον το οποίον εβυθίζετο διεσώθη.: [1373, 662, 1572, 682]
- headline: Ο κ. ΓΑΡΟΥΦΑΛΙΑΣ ΔΙΑ ΤΟ ΣΧΕΔΙΟΝ ΑΤΣΕΣΩΝ: [233, 344, 619, 363]
- subheadline: Η ΤΟΥΡΚΙΑ ΤΟ ΑΠΕΡΡΙΨΕ ΚΑΤΗΓΟΡΗΜΑΤΙΚΩΣ ΕΠΙΜΕΝΟΥΣΑ ΕΙΣ ΕΔΑΦΙΚΗΝ ΠΡΟΣΑΡΤΗΣΙΝ: [220, 364, 632, 387]
- headline: ΠΡΟΕΦΥΛΑΚΙΣΘΗ Ο ΣΥΖΥΓΟΚΤΟΝΟΣ ΥΠΑΡΧΥΠΟΡΓΟΣ: [43, 606, 166, 642]
- article: [6, 437, 203, 516]
- column-4: [852, 8, 1367, 2316]
- article: [649, 291, 846, 351]
- article-body: ΜΟΝΦΑΛΚΟΝΕ, 19. — Εις τα ναυπηγεία της πόλεως θα ναυπηγηθούν δεξαμενόπλοια χωρητικότητος 254.000 τόννων.: [1373, 330, 1572, 350]
- article: [6, 521, 203, 602]
- subheadline: Δώδεκα ἀμερικανικὰ ἑλικόπτερα κατερρίφθησαν ὑπὸ ἀντιαεροπορικοῦ: [883, 96, 1336, 145]
- article-body: ΒΡΥΞΕΛΛΑΙ, 19. — Έκθεσις έργων Έλληνος ζωγράφου εγκαινιάζεται σήμερον.: [1373, 607, 1572, 626]
- article-body: ΓΕΝΕΥΗ, 19. (Ρώυτερ). — Αι συνομιλίαι διά τον περιορισμόν των στρατηγικών όπλων συνεχίζονται.: [1373, 453, 1572, 472]
- headline: ΑΙ ΤΡΕΙΣ ΓΑΛΛΙΚΑΙ ΑΕΡΟΠΟΡΙΚΑΙ ΕΤΑΙΡΕΙΑΙ ΔΙΕΚΟΨΑΝ ΟΛΑΣ ΤΑΣ ΠΤΗΣΕΙΣ ΤΩΝ: [653, 201, 842, 251]
- headline: ΣΕΙΡΑ ΕΚΔΗΛΩΣΕΩΝ ΔΙΑ ΤΗΝ ΕΠΕΤΕΙΟΝ ΤΗΣ ΔΗΜΟΚΡΑΤΙΑΣ: [1379, 480, 1566, 506]
- headline: ΝΕΦΟΣΚΕΠΗΣ ΜΕΤΑ ΒΡΟΧΗΝ ΠΡΟΒΛΕΠΕΤΑΙ Ο ΚΑΙΡΟΣ ΣΗΜΕΡΟΝ: [13, 700, 196, 738]
- article-body: ΣΑΟΥΘ ΜΠΕΝΤ, 19. — Δύο άτομα εφονεύθησαν κατά τας ταραχάς αι οποίαι εσημειώθησαν εις την πολιτείαν Ινδιάνα.: [649, 511, 846, 530]
- article: [1373, 86, 1572, 157]
- article: [1373, 415, 1572, 477]
- headline: ΝΕΟΣ ΑΝΤΙΠΡΟΕΔΡΟΣ ΤΟΥ ΝΟΜΙΚΟΥ ΣΥΜΒΟΥΛΙΟΥ: [22, 860, 187, 886]
- headline: ΟΥΔΕΙΣ ΟΡΟΣ: [384, 171, 468, 184]
